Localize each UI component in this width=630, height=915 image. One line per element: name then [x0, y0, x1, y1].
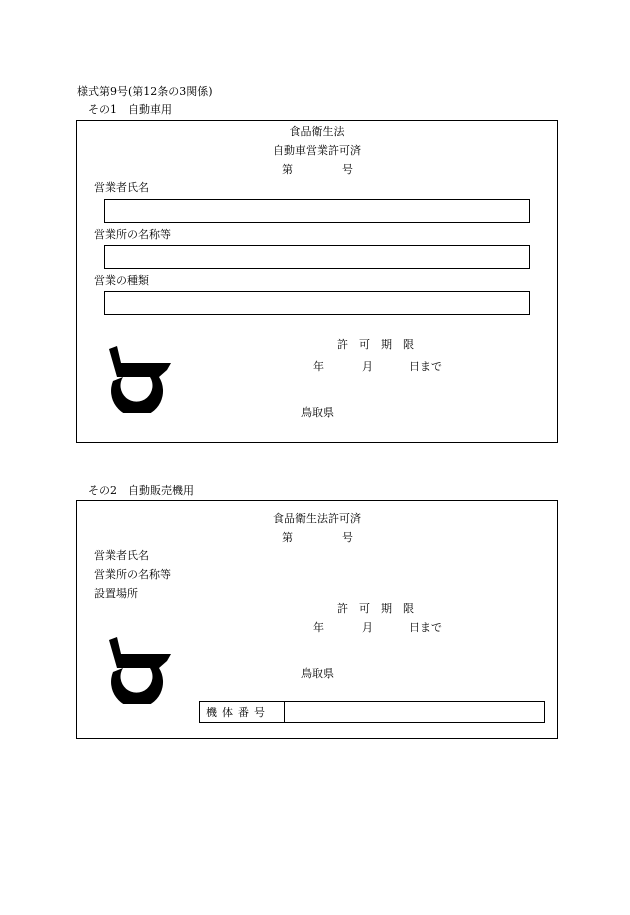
form2-prefecture: 鳥取県: [301, 667, 334, 680]
form2-section-title: その2 自動販売機用: [88, 484, 194, 497]
form1-section-title: その1 自動車用: [88, 103, 172, 116]
form1-operator-name-label: 営業者氏名: [94, 181, 149, 194]
form1-date-year: 年: [313, 360, 324, 373]
form2-number-go: 号: [342, 531, 353, 544]
form2-permit-title: 食品衛生法許可済: [273, 512, 361, 525]
form1-business-name-label: 営業所の名称等: [94, 228, 171, 241]
form2-date-year: 年: [313, 621, 324, 634]
form2-number-dai: 第: [282, 531, 293, 544]
form2-date-day-until: 日まで: [409, 621, 442, 634]
form1-business-type-label: 営業の種類: [94, 274, 149, 287]
form1-date-month: 月: [362, 360, 373, 373]
form1-number-dai: 第: [282, 163, 293, 176]
machine-number-row: [199, 701, 545, 723]
form1-operator-name-field[interactable]: [104, 199, 530, 223]
form2-period-label: 許 可 期 限: [337, 602, 414, 615]
form1-number-go: 号: [342, 163, 353, 176]
tottori-prefecture-emblem-icon: [103, 343, 173, 413]
form2-operator-name-label: 営業者氏名: [94, 549, 149, 562]
form1-permit-title: 自動車営業許可済: [273, 144, 361, 157]
machine-number-label: 機体番号: [200, 702, 285, 722]
form1-business-type-field[interactable]: [104, 291, 530, 315]
form-header: 様式第9号(第12条の3関係): [77, 85, 213, 98]
form1-business-name-field[interactable]: [104, 245, 530, 269]
machine-number-field[interactable]: [286, 702, 544, 722]
form2-date-month: 月: [362, 621, 373, 634]
form2-location-label: 設置場所: [94, 587, 138, 600]
form2-business-name-label: 営業所の名称等: [94, 568, 171, 581]
form1-prefecture: 鳥取県: [301, 406, 334, 419]
form1-period-label: 許 可 期 限: [337, 338, 414, 351]
form1-date-day-until: 日まで: [409, 360, 442, 373]
form1-law-title: 食品衛生法: [289, 125, 345, 138]
tottori-prefecture-emblem-icon: [103, 634, 173, 704]
